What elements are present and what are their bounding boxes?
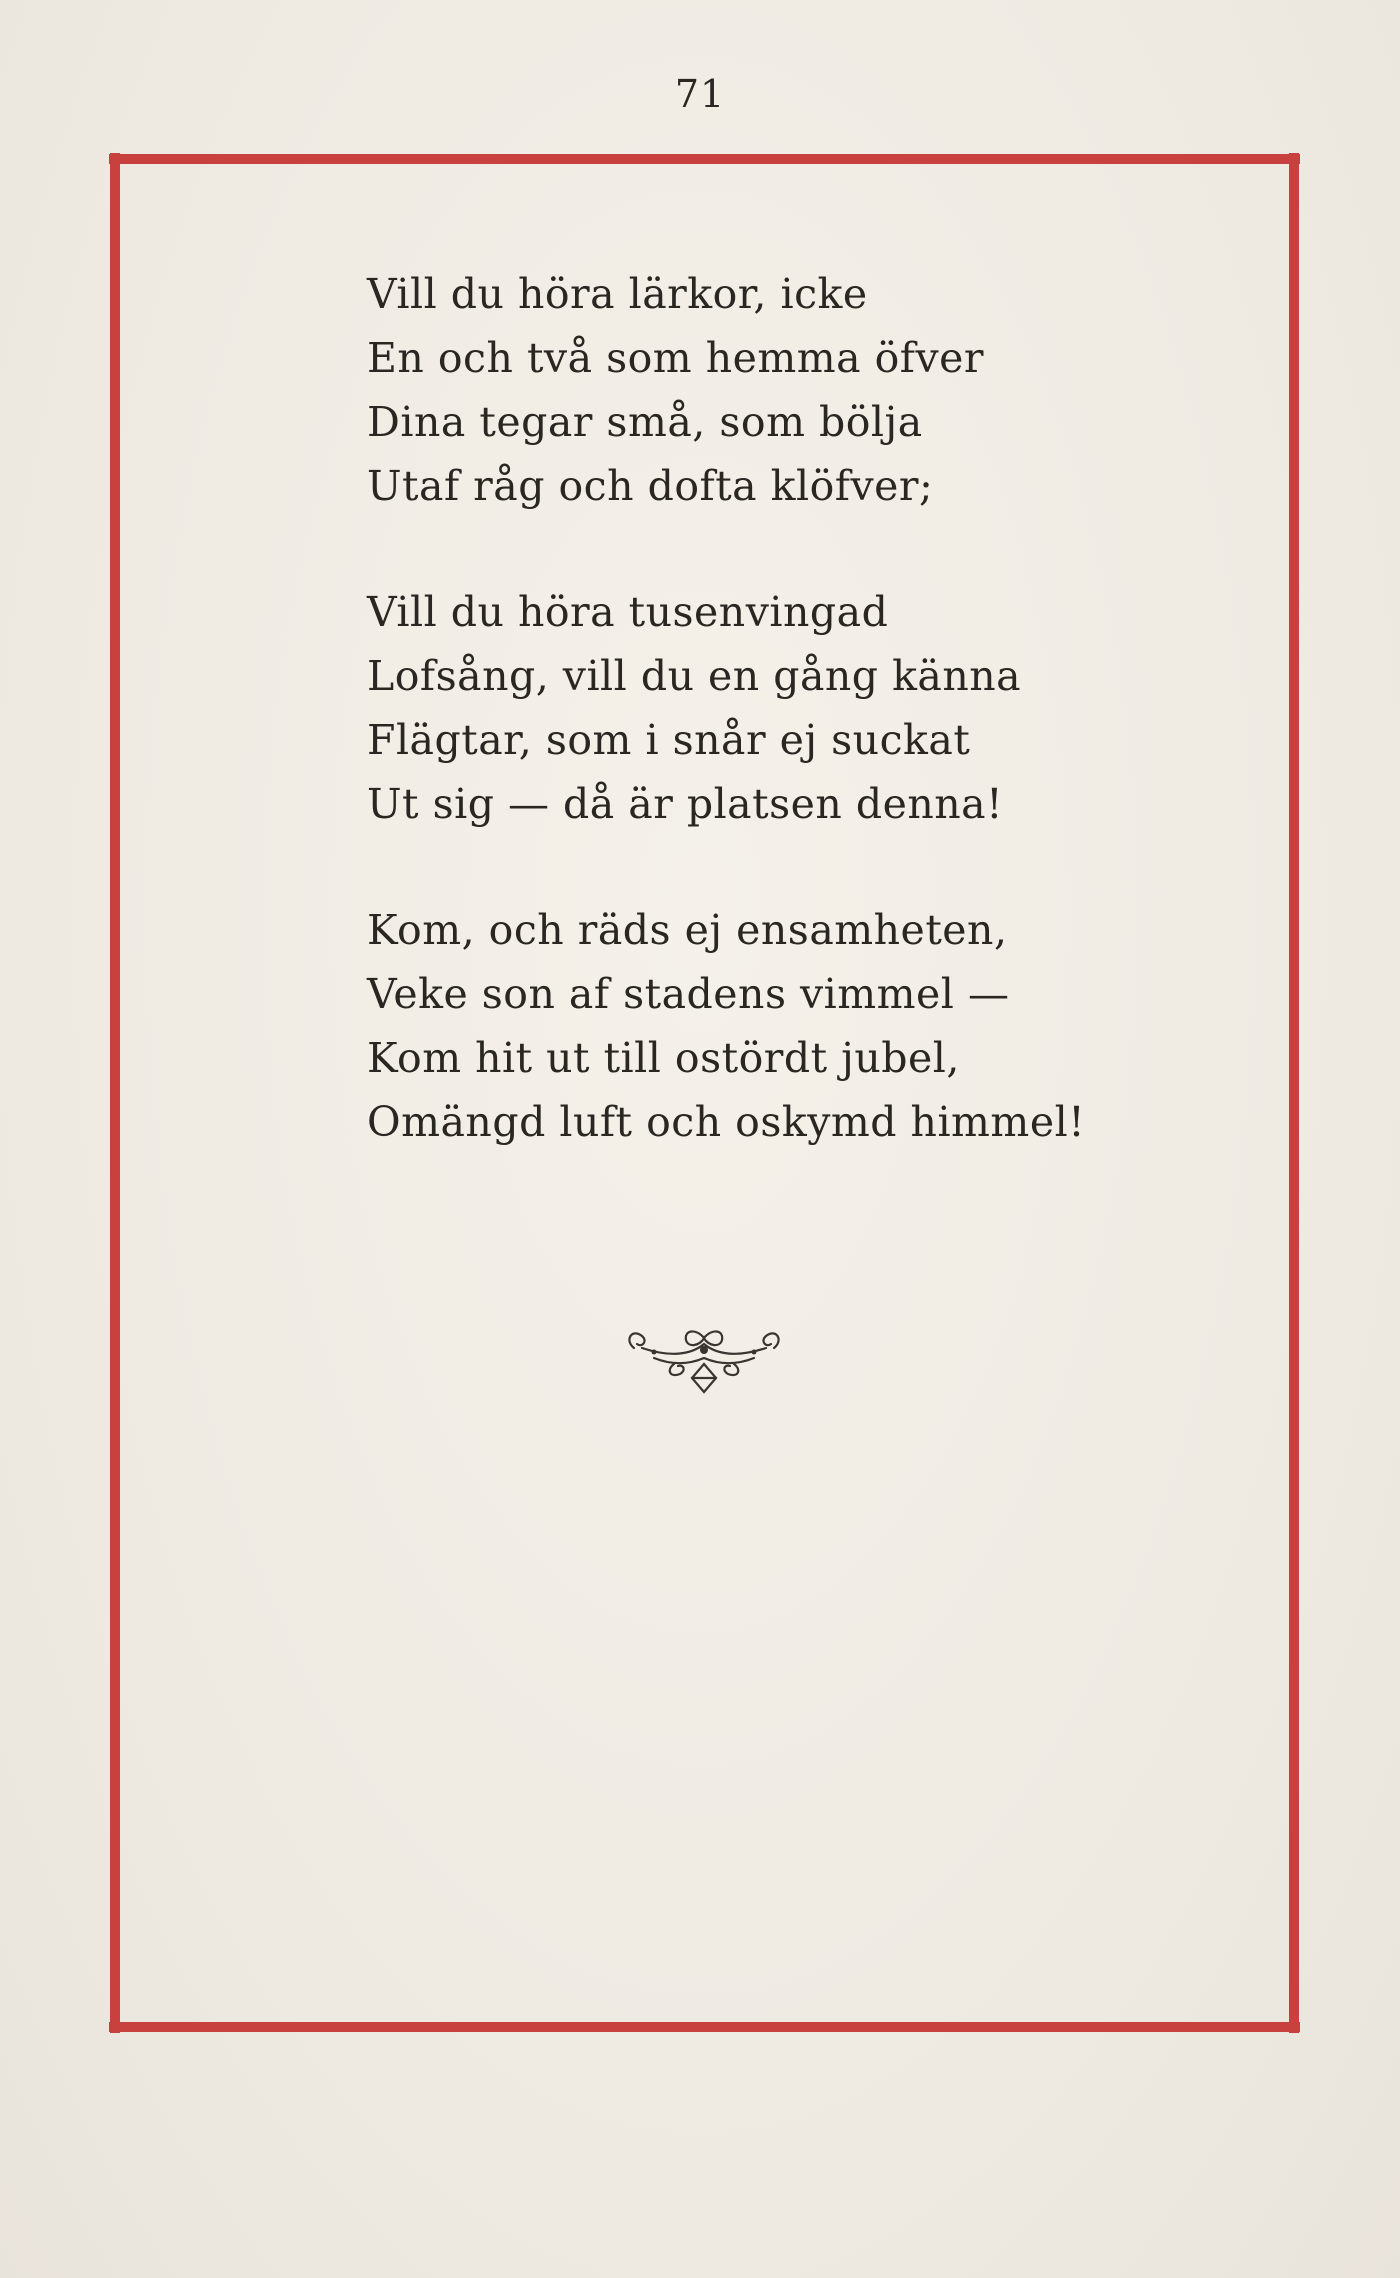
poem-line: Flägtar, som i snår ej suckat xyxy=(367,716,971,764)
poem-line: Kom hit ut till ostördt jubel, xyxy=(367,1034,960,1082)
frame-border-bottom xyxy=(109,2021,1300,2033)
stanza-1 xyxy=(367,262,1127,518)
frame-border-right xyxy=(1288,153,1300,2033)
frame-border-left xyxy=(109,153,121,2033)
poem-line: Kom, och räds ej ensamheten, xyxy=(367,906,1008,954)
stanza-3 xyxy=(367,898,1127,1154)
poem-line: Ut sig — då är platsen denna! xyxy=(367,780,1004,828)
stanza-2 xyxy=(367,580,1127,836)
poem-line: Veke son af stadens vimmel — xyxy=(367,970,1010,1018)
poem-line: Dina tegar små, som bölja xyxy=(367,398,923,446)
frame-border-top xyxy=(109,153,1300,165)
ornament-icon xyxy=(614,1318,794,1408)
page-number: 71 xyxy=(674,72,726,116)
poem-line: Lofsång, vill du en gång känna xyxy=(367,652,1022,700)
poem-line: En och två som hemma öfver xyxy=(367,334,984,382)
poem-line: Omängd luft och oskymd himmel! xyxy=(367,1098,1086,1146)
poem-line: Vill du höra lärkor, icke xyxy=(367,270,868,318)
poem-line: Vill du höra tusenvingad xyxy=(367,588,889,636)
poem xyxy=(367,262,1127,1216)
poem-line: Utaf råg och dofta klöfver; xyxy=(367,462,934,510)
